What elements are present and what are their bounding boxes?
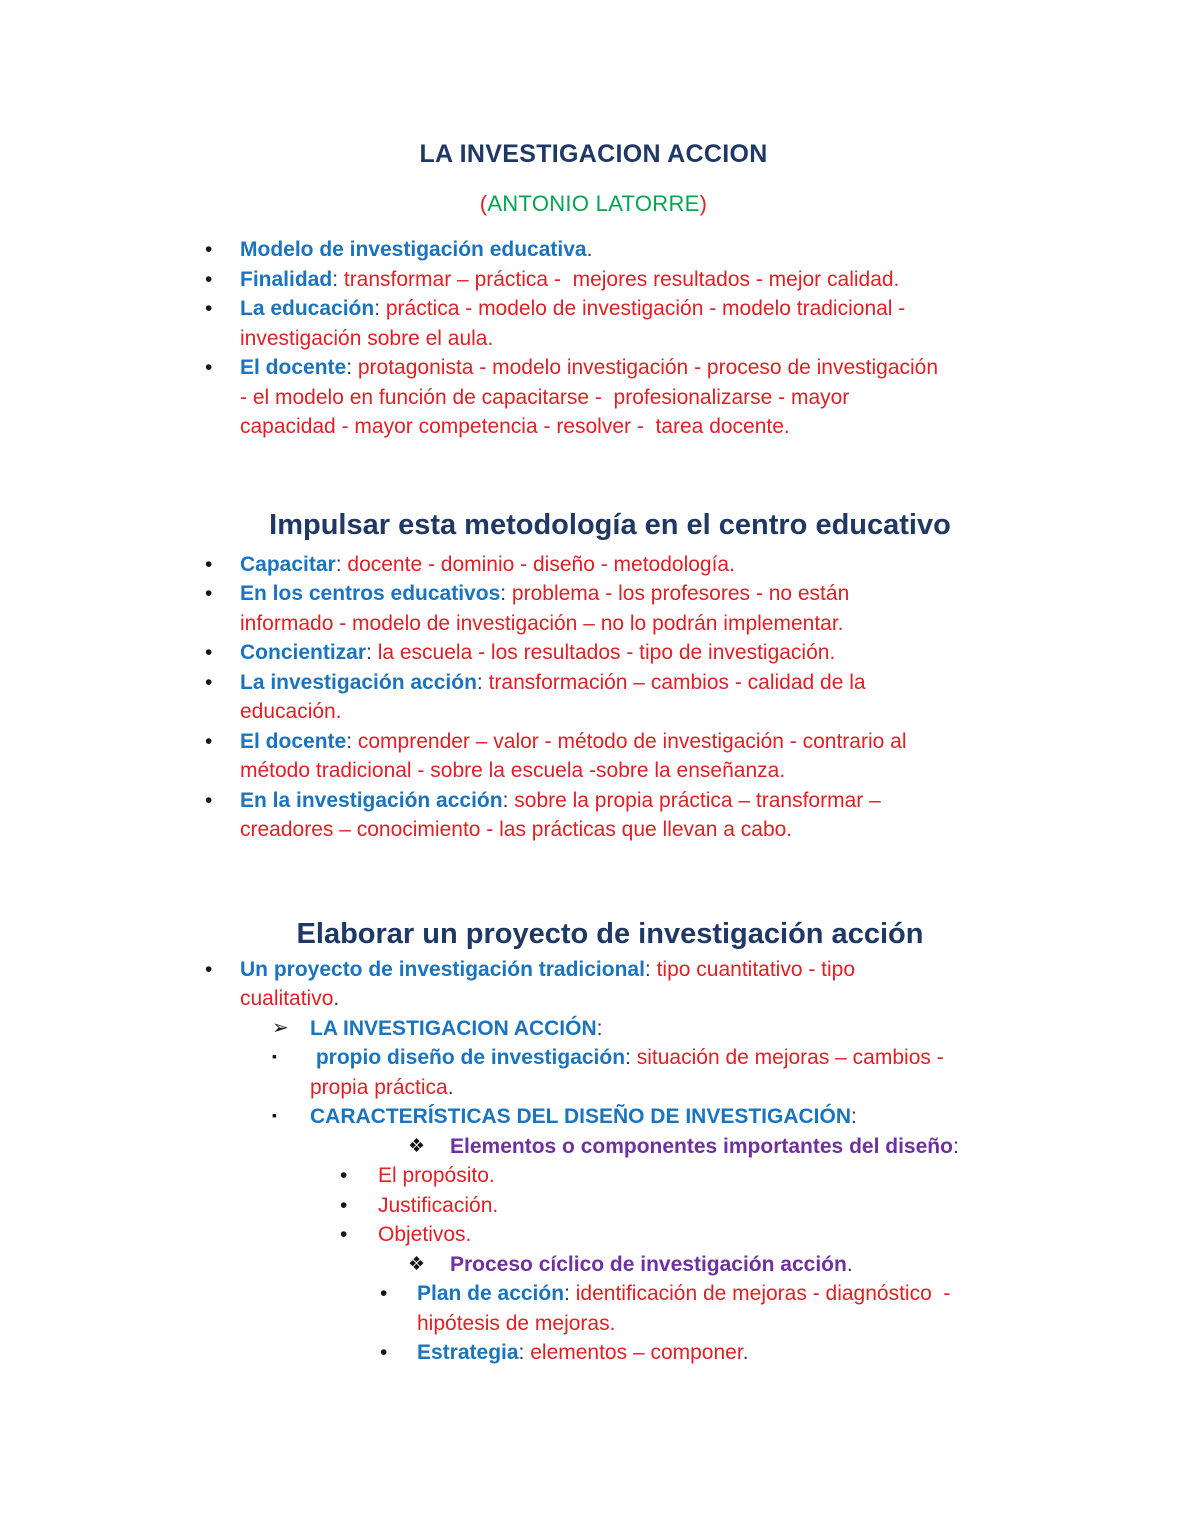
dot-bullet-icon: • [380, 1282, 388, 1305]
list-item-text [310, 1102, 857, 1132]
text-line [310, 1102, 857, 1132]
text-line [240, 579, 849, 609]
text-line [378, 1161, 495, 1191]
text-line [417, 1309, 950, 1339]
list-item-text [450, 1250, 853, 1280]
text-segment: elementos – componer [530, 1341, 743, 1364]
text-segment: . [846, 1252, 853, 1276]
text-line [240, 353, 938, 383]
sub-bullet-caracteristicas [272, 1102, 1015, 1132]
bullet-la-educacion [205, 294, 1015, 353]
list-item-text [310, 1014, 602, 1044]
text-segment: . [586, 238, 593, 261]
list-item-text [417, 1338, 749, 1368]
text-line [240, 668, 866, 698]
square-bullet-icon: ▪ [272, 1107, 277, 1123]
dot-bullet-icon: • [205, 356, 213, 379]
bullet-el-docente-2 [205, 727, 1015, 786]
text-segment: sobre la propia práctica – transformar – [514, 788, 881, 812]
text-segment: situación de mejoras – cambios - [636, 1046, 944, 1069]
text-segment: . [333, 987, 340, 1010]
text-segment: cualitativo [240, 987, 334, 1010]
text-line [240, 609, 849, 639]
text-segment: protagonista - modelo investigación - proceso de investigación [357, 356, 939, 379]
dot-bullet-icon: • [205, 788, 213, 812]
text-segment: : [644, 957, 657, 981]
text-line [240, 727, 906, 757]
text-segment: método tradicional - sobre la escuela -sobre la enseñanza. [240, 759, 786, 782]
text-segment: : [851, 1105, 857, 1128]
list-item-text [378, 1220, 471, 1250]
text-segment: Un proyecto de investigación tradicional [240, 957, 645, 981]
text-line [378, 1220, 471, 1250]
dot-bullet-icon: • [205, 641, 213, 664]
list-item-text [240, 353, 938, 442]
heading-text [0, 138, 1187, 171]
doc-author [0, 189, 1187, 219]
arrow-bullet-icon: ➢ [272, 1016, 289, 1039]
text-segment: : [332, 267, 344, 291]
dot-bullet-icon: • [205, 957, 213, 981]
text-line [240, 815, 881, 845]
text-line [240, 265, 899, 295]
item-proposito [340, 1161, 1015, 1191]
text-segment: creadores – conocimiento - las prácticas que llevan a cabo. [240, 818, 793, 841]
text-segment: En la investigación acción [240, 788, 503, 812]
dot-bullet-icon: • [340, 1193, 348, 1217]
text-segment: : [346, 356, 358, 379]
text-segment: educación. [240, 700, 342, 723]
dot-bullet-icon: • [205, 238, 213, 261]
text-segment: LA INVESTIGACION ACCIÓN [310, 1016, 597, 1040]
text-segment: capacidad - mayor competencia - resolver - tarea docente. [240, 415, 790, 438]
text-segment: : [502, 788, 515, 812]
list-item-text [240, 579, 849, 638]
heading-text [205, 915, 1015, 953]
list-item-text [378, 1161, 495, 1191]
text-segment: propio diseño de investigación [310, 1046, 626, 1069]
bullet-investigacion-accion [205, 668, 1015, 727]
square-bullet-icon: ▪ [272, 1048, 277, 1064]
bullet-en-la-investigacion [205, 786, 1015, 845]
text-segment: : [374, 297, 386, 320]
text-line [240, 383, 938, 413]
list-item-text [240, 638, 835, 668]
text-line [240, 697, 866, 727]
text-segment: Estrategia [417, 1341, 519, 1364]
text-segment: identificación de mejoras - diagnóstico - [575, 1282, 951, 1305]
text-segment: tipo cuantitativo - tipo [656, 957, 856, 981]
text-segment: : [366, 641, 378, 664]
text-line [450, 1132, 959, 1162]
text-segment: El propósito. [378, 1164, 495, 1187]
text-line [417, 1338, 749, 1368]
text-segment: El docente [240, 356, 347, 379]
text-line [0, 189, 1187, 219]
sub-heading-proceso-ciclico [408, 1250, 1015, 1280]
text-segment: ANTONIO LATORRE [487, 191, 700, 216]
text-segment: Modelo de investigación educativa [240, 238, 587, 261]
text-segment: propia práctica [310, 1075, 448, 1099]
text-segment: Elaborar un proyecto de investigación acción [296, 917, 924, 950]
text-segment: : [625, 1046, 637, 1069]
text-line [240, 294, 905, 324]
dot-bullet-icon: • [205, 267, 213, 291]
text-segment: : [346, 729, 358, 753]
text-segment: ) [699, 191, 708, 216]
text-segment: hipótesis de mejoras. [417, 1311, 616, 1335]
doc-title [0, 138, 1187, 171]
text-segment: Concientizar [240, 641, 367, 664]
bullet-proyecto-tradicional [205, 955, 1015, 1014]
list-item-text [450, 1132, 959, 1162]
text-segment: - el modelo en función de capacitarse - profesionalizarse - mayor [240, 385, 850, 409]
text-segment: Objetivos. [378, 1223, 472, 1246]
heading-text [205, 506, 1015, 544]
text-segment: Impulsar esta metodología en el centro educativo [269, 508, 951, 541]
text-segment: ( [479, 191, 488, 216]
text-segment: . [742, 1341, 749, 1364]
bullet-el-docente-1 [205, 353, 1015, 442]
text-line [240, 235, 592, 265]
dot-bullet-icon: • [205, 582, 213, 605]
list-item-text [240, 668, 866, 727]
text-line [240, 955, 855, 985]
text-line [205, 915, 1015, 953]
section-heading-impulsar [205, 506, 1015, 544]
text-segment: transformar – práctica - mejores resultados - mejor calidad. [343, 267, 900, 291]
text-segment: informado - modelo de investigación – no lo podrán implementar. [240, 611, 844, 635]
text-segment: El docente [240, 729, 347, 753]
text-line [240, 550, 735, 580]
text-segment: comprender – valor - método de investigación - contrario al [357, 729, 907, 753]
list-item-text [378, 1191, 498, 1221]
item-justificacion [340, 1191, 1015, 1221]
text-segment: Finalidad [240, 267, 333, 291]
text-line [310, 1073, 944, 1103]
sub-bullet-propio-diseno [272, 1043, 1015, 1102]
text-line [205, 506, 1015, 544]
dot-bullet-icon: • [340, 1223, 348, 1246]
diamond-bullet-icon: ❖ [408, 1135, 426, 1157]
bullet-finalidad [205, 265, 1015, 295]
bullet-centros-educativos [205, 579, 1015, 638]
text-segment: práctica - modelo de investigación - modelo tradicional - [385, 297, 906, 320]
text-segment: problema - los profesores - no están [511, 582, 850, 605]
text-line [240, 786, 881, 816]
text-line [240, 324, 905, 354]
list-item-text [240, 265, 899, 295]
text-segment: investigación sobre el aula. [240, 326, 494, 350]
text-line [310, 1043, 944, 1073]
text-segment: Justificación. [378, 1193, 499, 1217]
text-segment: La investigación acción [240, 670, 477, 694]
text-segment: En los centros educativos [240, 582, 501, 605]
dot-bullet-icon: • [205, 670, 213, 694]
list-item-text [240, 235, 592, 265]
list-item-text [240, 294, 905, 353]
item-estrategia [380, 1338, 1015, 1368]
text-line [0, 138, 1187, 171]
document-body [0, 138, 1187, 1368]
sub-bullet-la-investigacion-accion [272, 1014, 1015, 1044]
text-segment: CARACTERÍSTICAS DEL DISEÑO DE INVESTIGACIÓN [310, 1105, 851, 1128]
text-segment: Proceso cíclico de investigación acción [450, 1252, 847, 1276]
bullet-capacitar [205, 550, 1015, 580]
text-segment: : [952, 1134, 959, 1158]
text-segment: transformación – cambios - calidad de la [488, 670, 866, 694]
text-segment: : [596, 1016, 603, 1040]
text-line [417, 1279, 950, 1309]
text-line [240, 984, 855, 1014]
dot-bullet-icon: • [340, 1164, 348, 1187]
diamond-bullet-icon: ❖ [408, 1253, 426, 1275]
section-heading-elaborar [205, 915, 1015, 953]
dot-bullet-icon: • [205, 297, 213, 320]
text-segment: docente - dominio - diseño - metodología. [347, 552, 735, 576]
text-segment: : [476, 670, 489, 694]
list-item-text [240, 550, 735, 580]
list-item-text [310, 1043, 944, 1102]
item-objetivos [340, 1220, 1015, 1250]
text-line [378, 1191, 498, 1221]
text-segment: Elementos o componentes importantes del diseño [450, 1134, 953, 1158]
list-item-text [417, 1279, 950, 1338]
item-plan-de-accion [380, 1279, 1015, 1338]
text-line [450, 1250, 853, 1280]
dot-bullet-icon: • [205, 552, 213, 576]
list-item-text [240, 955, 855, 1014]
text-segment: LA INVESTIGACION ACCION [419, 140, 768, 168]
list-item-text [240, 786, 881, 845]
text-segment: la escuela - los resultados - tipo de investigación. [377, 641, 836, 664]
dot-bullet-icon: • [205, 729, 213, 753]
text-segment: La educación [240, 297, 375, 320]
text-segment: : [518, 1341, 531, 1364]
text-line [240, 756, 906, 786]
text-line [240, 638, 835, 668]
text-segment: : [500, 582, 512, 605]
text-line [310, 1014, 602, 1044]
text-segment: Capacitar [240, 552, 336, 576]
dot-bullet-icon: • [380, 1341, 388, 1364]
text-segment: : [335, 552, 348, 576]
bullet-modelo [205, 235, 1015, 265]
bullet-concientizar [205, 638, 1015, 668]
text-segment: Plan de acción [417, 1282, 565, 1305]
sub-heading-elementos [408, 1132, 1015, 1162]
text-line [240, 412, 938, 442]
text-segment: : [564, 1282, 576, 1305]
heading-text [0, 189, 1187, 219]
list-item-text [240, 727, 906, 786]
text-segment: . [447, 1075, 454, 1099]
